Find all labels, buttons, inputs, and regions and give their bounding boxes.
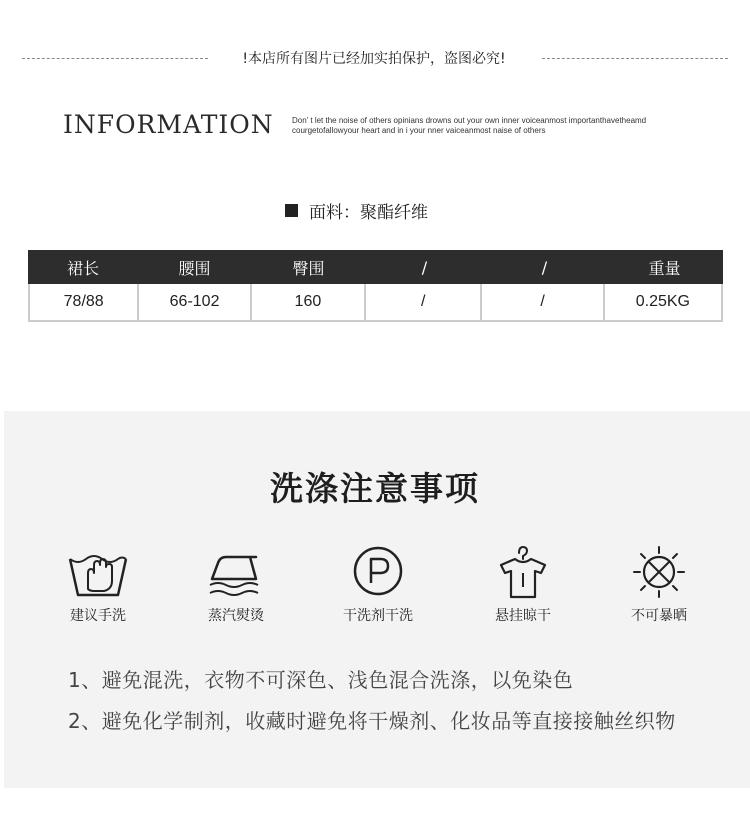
table-cell: 0.25KG [635,293,690,310]
table-header-cell: / [541,257,548,277]
care-icon-label: 悬挂晾干 [495,608,551,624]
fabric-info [285,199,428,221]
dashed-divider-right [542,58,728,59]
dashed-divider-left [22,58,208,59]
care-icon-item [468,543,578,629]
fabric-label: 面料：聚酯纤维 [309,202,428,223]
table-cell: 78/88 [30,284,139,320]
table-header-cell: 裙长 [66,258,99,278]
hand-wash-icon [66,543,130,599]
care-icon-label: 不可暴晒 [631,608,687,624]
care-icon-item [323,543,433,629]
care-title: 洗涤注意事项 [270,469,480,508]
iron-steam-icon [204,543,268,599]
care-icon-item [604,543,714,629]
care-icon-item [181,543,291,629]
table-row [28,284,723,322]
table-header-row [28,250,723,284]
table-cell: / [482,284,604,320]
table-cell: 66-102 [139,284,251,320]
table-header-cell: 重量 [648,258,681,278]
care-icon-label: 建议手洗 [70,608,126,624]
care-icon-label: 蒸汽熨烫 [208,608,264,624]
table-cell: 160 [252,284,366,320]
care-rule: 1、避免混洗，衣物不可深色、浅色混合洗涤，以免染色 [68,668,574,692]
square-bullet-icon [285,204,298,217]
information-description [292,116,712,136]
copyright-notice [22,46,728,70]
table-header-cell: 臀围 [292,258,325,278]
description-line: courgetofallowyour heart and in i your nner vaiceanmost naise of others [292,126,546,135]
care-icon-item [43,543,153,629]
hang-dry-icon [493,543,553,601]
description-line: Don’ t let the noise of others opinians drowns out your own inner voiceanmost importanthavetheamd [292,116,647,125]
care-icon-label: 干洗剂干洗 [343,608,413,624]
table-header-cell: / [421,257,428,277]
dry-clean-p-icon [350,543,406,599]
care-rule: 2、避免化学制剂，收藏时避免将干燥剂、化妆品等直接接触丝织物 [68,709,676,733]
no-sun-dry-icon [630,543,688,601]
information-title: INFORMATION [63,110,274,139]
size-table [28,250,723,322]
notice-text: !本店所有图片已经加实拍保护，盗图必究! [242,51,506,67]
table-header-cell: 腰围 [178,258,211,278]
table-cell: / [366,284,482,320]
